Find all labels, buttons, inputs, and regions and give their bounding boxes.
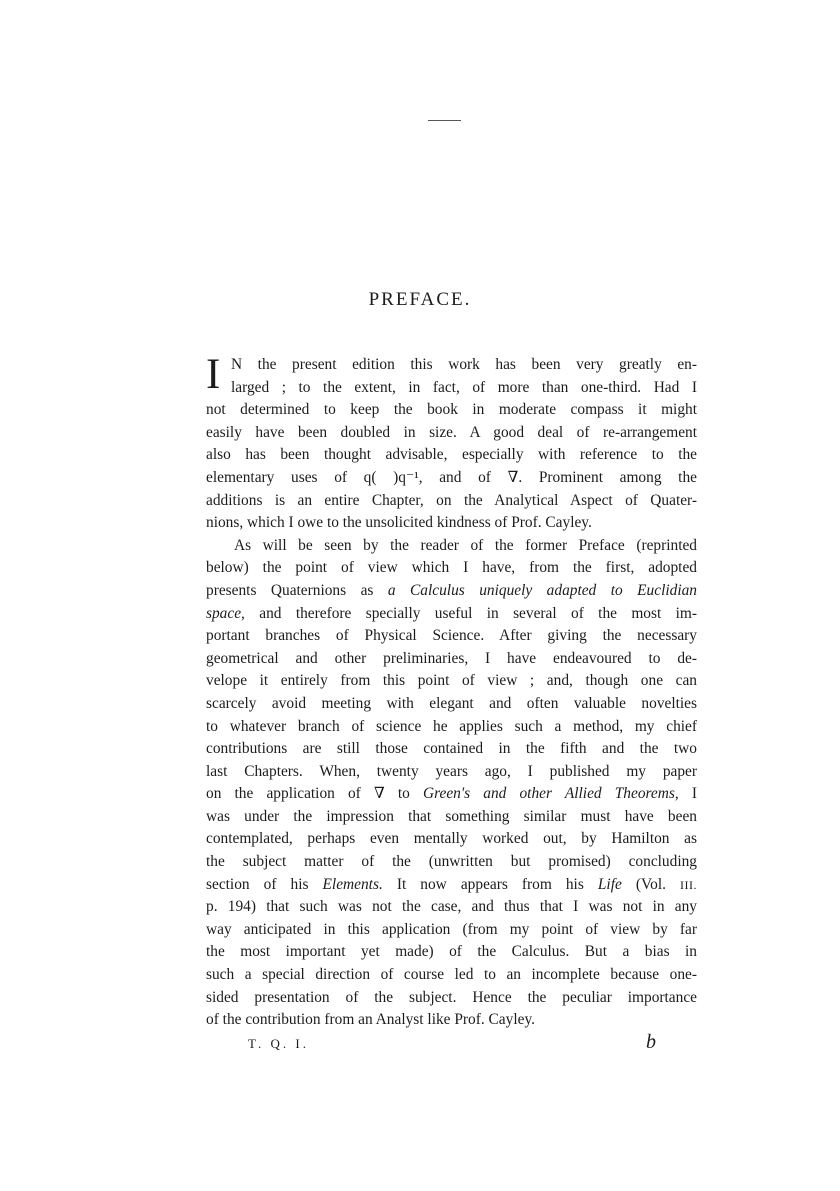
paragraph2-line21: sided presentation of the subject. Hence the peculiar importance <box>206 988 697 1006</box>
paragraph2-line4-italic: space, <box>206 604 245 622</box>
paragraph2-line12-italic: Green's and other Allied Theorems, <box>422 785 679 803</box>
paragraph2-line3 <box>206 580 697 603</box>
paragraph2-line15: the subject matter of the (unwritten but promised) concluding <box>206 853 697 871</box>
paragraph2-line11: last Chapters. When, twenty years ago, I published my paper <box>206 762 697 780</box>
paragraph2-line3-a: presents Quaternions as <box>206 581 388 599</box>
paragraph2-line16-e: (Vol. <box>621 875 680 893</box>
paragraph1-line5: also has been thought advisable, especially with reference to the <box>206 446 697 464</box>
footer-sheet-letter: b <box>646 1031 656 1053</box>
paragraph2-line16 <box>206 874 697 897</box>
paragraph2-line8: scarcely avoid meeting with elegant and often valuable novelties <box>206 694 697 712</box>
footer-signature: T. Q. I. <box>248 1036 309 1051</box>
paragraph2-line22: of the contribution from an Analyst like Prof. Cayley. <box>206 1011 535 1029</box>
paragraph2-line4-b: and therefore specially useful in several of the most im- <box>244 604 697 622</box>
paragraph1-line1: N the present edition this work has been very greatly en- <box>231 356 697 373</box>
paragraph2-line3-italic: a Calculus uniquely adapted to Euclidian <box>387 581 697 599</box>
top-rule <box>428 120 461 121</box>
paragraph2-line20: such a special direction of course led to an incomplete because one- <box>206 966 697 984</box>
paragraph2-line16-c: It now appears from his <box>382 875 598 893</box>
paragraph2-line6: geometrical and other preliminaries, I have endeavoured to de- <box>206 649 697 667</box>
paragraph2-line5: portant branches of Physical Science. After giving the necessary <box>206 627 697 645</box>
paragraph2-line16-italic-life: Life <box>597 875 622 893</box>
paragraph1-line7: additions is an entire Chapter, on the Analytical Aspect of Quater- <box>206 491 697 509</box>
paragraph1-line6: elementary uses of q( )q⁻¹, and of ∇. Prominent among the <box>206 468 697 486</box>
paragraph1-line8: nions, which I owe to the unsolicited kindness of Prof. Cayley. <box>206 514 592 532</box>
paragraph2-line1: As will be seen by the reader of the former Preface (reprinted <box>234 536 697 554</box>
paragraph2-line7: velope it entirely from this point of view ; and, though one can <box>206 672 697 690</box>
paragraph2-line16-volume: III. <box>680 877 697 892</box>
paragraph1-line4: easily have been doubled in size. A good deal of re-arrangement <box>206 423 697 441</box>
paragraph2-line16-italic-elements: Elements. <box>322 875 383 893</box>
paragraph2-line12 <box>206 783 697 806</box>
paragraph2-line19: the most important yet made) of the Calculus. But a bias in <box>206 943 697 961</box>
paragraph2-line12-a: on the application of ∇ to <box>206 785 423 803</box>
preface-body <box>206 351 697 1032</box>
paragraph1-line3: not determined to keep the book in moderate compass it might <box>206 401 697 419</box>
paragraph2-line17: p. 194) that such was not the case, and thus that I was not in any <box>206 898 697 916</box>
paragraph2-line16-a: section of his <box>206 875 323 893</box>
paragraph2-line18: way anticipated in this application (from my point of view by far <box>206 920 697 938</box>
paragraph2-line13: was under the impression that something similar must have been <box>206 807 697 825</box>
paragraph2-line4 <box>206 603 697 626</box>
paragraph1-line2: larged ; to the extent, in fact, of more than one-third. Had I <box>231 378 697 396</box>
page-title: PREFACE. <box>368 289 472 310</box>
paragraph2-line9: to whatever branch of science he applies such a method, my chief <box>206 717 697 735</box>
paragraph2-line14: contemplated, perhaps even mentally worked out, by Hamilton as <box>206 830 697 848</box>
paragraph2-line12-c: I <box>678 785 697 803</box>
paragraph2-line2: below) the point of view which I have, from the first, adopted <box>206 559 697 577</box>
drop-cap: I <box>206 351 221 398</box>
paragraph2-line10: contributions are still those contained in the fifth and the two <box>206 740 697 758</box>
